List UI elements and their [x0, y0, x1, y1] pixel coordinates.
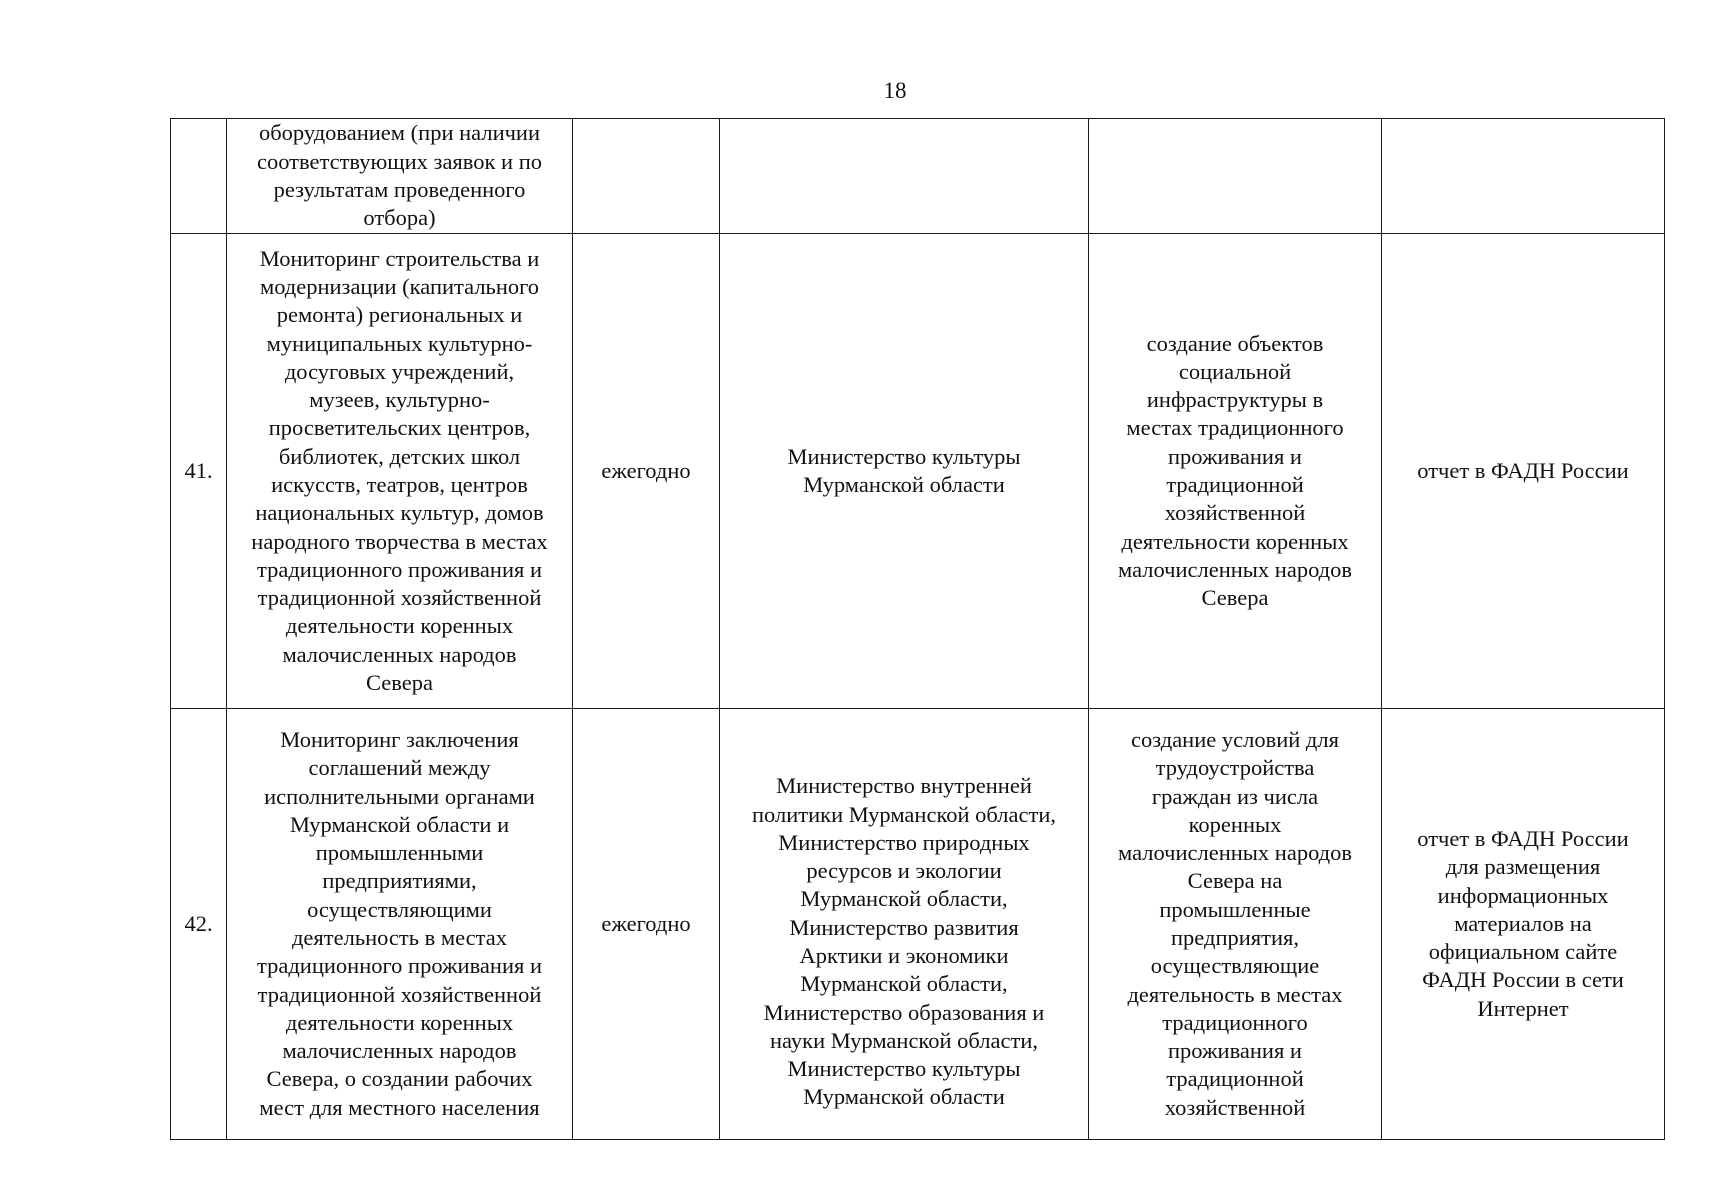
expected-result-text: создание объектов социальной инфраструктуры в местах традиционного проживания и традиционной хозяйственной деятельности коренных малочисленных народов Севера [1118, 330, 1352, 611]
responsible-text: Министерство внутренней политики Мурманской области, Министерство природных ресурсов и экологии Мурманской области, Министерство развития Арктики и экономики Мурманской области, Министерство образования и науки Мурманской области, Министерство культуры Мурманской области [752, 773, 1056, 1110]
report-form-text: отчет в ФАДН России для размещения информационных материалов на официальном сайте ФАДН России в сети Интернет [1417, 825, 1629, 1021]
term-cell [573, 119, 720, 234]
action-text: оборудованием (при наличии соответствующих заявок и по результатам проведенного отбора) [256, 120, 543, 231]
row-number-cell [171, 119, 227, 234]
responsible-cell [720, 709, 1089, 1140]
term-text: ежегодно [601, 910, 691, 936]
report-form-cell [1382, 119, 1665, 234]
row-number: 41. [184, 457, 213, 483]
row-number: 42. [184, 910, 213, 936]
responsible-cell [720, 234, 1089, 709]
row-number-cell [171, 234, 227, 709]
expected-result-text: создание условий для трудоустройства граждан из числа коренных малочисленных народов Севера на промышленные предприятия, осуществляющие деятельность в местах традиционного проживания и традиционной хозяйственной [1118, 726, 1352, 1120]
report-form-cell [1382, 709, 1665, 1140]
expected-result-cell [1089, 709, 1382, 1140]
report-form-text: отчет в ФАДН России [1417, 457, 1629, 483]
responsible-text: Министерство культуры Мурманской области [787, 443, 1021, 497]
action-cell [227, 234, 573, 709]
row-number-cell [171, 709, 227, 1140]
action-cell [227, 119, 573, 234]
expected-result-cell [1089, 234, 1382, 709]
term-text: ежегодно [601, 457, 691, 483]
report-form-cell [1382, 234, 1665, 709]
action-plan-table [170, 118, 1665, 1140]
table-row-41 [171, 234, 1665, 709]
responsible-cell [720, 119, 1089, 234]
action-text: Мониторинг строительства и модернизации (капитального ремонта) региональных и муниципальных культурно- досуговых учреждений, музеев, культурно- просветительских центров, библиотек, детских школ искусств, театров, центров национальных культур, домов народного творчества в местах традиционного проживания и традиционной хозяйственной деятельности коренных малочисленных народов Севера [251, 245, 548, 696]
term-cell [573, 709, 720, 1140]
action-cell [227, 709, 573, 1140]
table-row-continuation [171, 119, 1665, 234]
term-cell [573, 234, 720, 709]
page-number: 18 [883, 78, 907, 103]
expected-result-cell [1089, 119, 1382, 234]
action-text: Мониторинг заключения соглашений между исполнительными органами Мурманской области и промышленными предприятиями, осуществляющими деятельность в местах традиционного проживания и традиционной хозяйственной деятельности коренных малочисленных народов Севера, о создании рабочих мест для местного населения [256, 726, 543, 1120]
table-row-42 [171, 709, 1665, 1140]
